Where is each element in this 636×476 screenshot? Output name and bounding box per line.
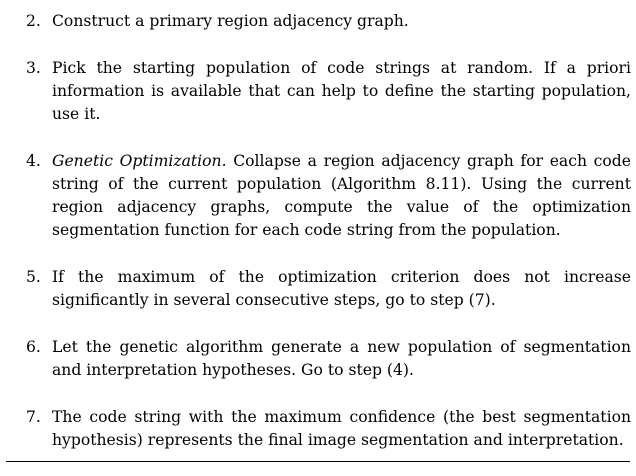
step-text bbox=[52, 57, 631, 126]
step-body: Collapse a region adjacency graph for each code string of the current population (Algorithm 8.11). Using the current region adjacency graphs, compute the value of the optimization segmentation function for each code string from the population. bbox=[52, 152, 631, 239]
step-7 bbox=[26, 406, 631, 452]
step-text bbox=[52, 406, 631, 452]
step-text bbox=[52, 266, 631, 312]
step-body: The code string with the maximum confidence (the best segmentation hypothesis) represents the final image segmentation and interpretation. bbox=[52, 408, 631, 449]
algorithm-steps-list bbox=[26, 10, 631, 476]
step-number: 6. bbox=[26, 338, 41, 356]
step-4 bbox=[26, 150, 631, 242]
step-body: Construct a primary region adjacency graph. bbox=[52, 12, 409, 30]
step-number: 3. bbox=[26, 59, 41, 77]
step-5 bbox=[26, 266, 631, 312]
step-text bbox=[52, 150, 631, 242]
step-body: Pick the starting population of code strings at random. If a priori information is available that can help to define the starting population, use it. bbox=[52, 59, 631, 123]
step-2 bbox=[26, 10, 631, 33]
step-lead: Genetic Optimization. bbox=[52, 152, 227, 170]
step-number: 2. bbox=[26, 12, 41, 30]
step-3 bbox=[26, 57, 631, 126]
step-body: If the maximum of the optimization criterion does not increase significantly in several consecutive steps, go to step (7). bbox=[52, 268, 631, 309]
step-body: Let the genetic algorithm generate a new population of segmentation and interpretation hypotheses. Go to step (4). bbox=[52, 338, 631, 379]
step-text bbox=[52, 10, 631, 33]
step-text bbox=[52, 336, 631, 382]
step-number: 7. bbox=[26, 408, 41, 426]
step-6 bbox=[26, 336, 631, 382]
step-number: 4. bbox=[26, 152, 41, 170]
step-number: 5. bbox=[26, 268, 41, 286]
bottom-rule-divider bbox=[6, 461, 630, 462]
